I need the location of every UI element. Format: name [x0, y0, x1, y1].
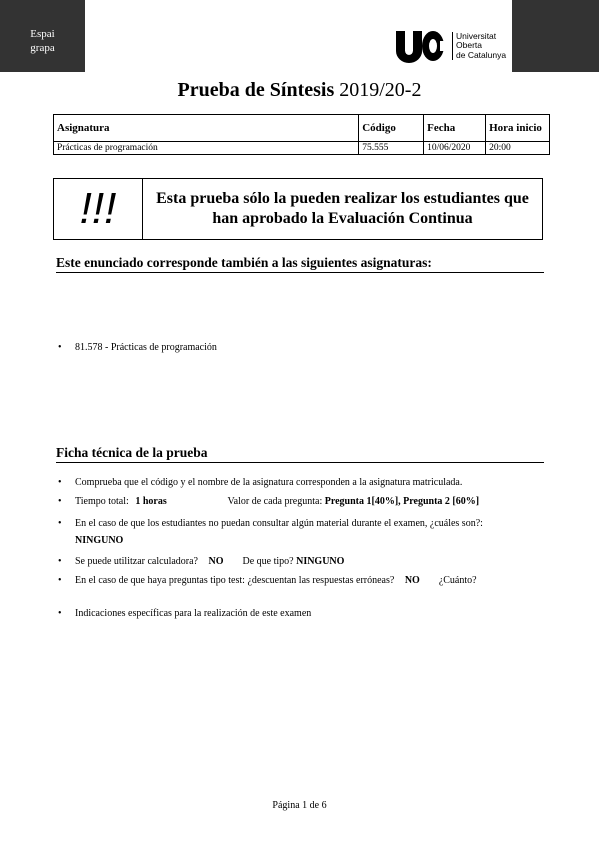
material-answer: NINGUNO — [75, 535, 124, 546]
tiempo-value: 1 horas — [135, 496, 167, 507]
calculadora-label: Se puede utilitzar calculadora? — [75, 556, 198, 567]
uoc-logo — [394, 24, 506, 68]
title-bold: Prueba de Síntesis — [177, 79, 335, 101]
list-item — [56, 608, 544, 619]
cuanto-label: ¿Cuánto? — [438, 575, 477, 586]
warning-text: Esta prueba sólo la pueden realizar los estudiantes que han aprobado la Evaluación Continua — [156, 190, 529, 227]
warning-exclamation-icon: !!! — [54, 179, 143, 239]
tipo-value: NINGUNO — [296, 556, 345, 567]
table-row — [54, 142, 550, 155]
also-subjects-list — [56, 342, 544, 353]
list-item — [56, 556, 544, 567]
also-subjects-heading: Este enunciado corresponde también a las siguientes asignaturas: — [56, 255, 544, 273]
header-hora-inicio: Hora inicio — [486, 115, 550, 142]
title-year: 2019/20-2 — [339, 79, 422, 101]
page-number: Página 1 de 6 — [272, 800, 327, 811]
exam-info-table — [53, 114, 550, 155]
cell-hora: 20:00 — [486, 142, 550, 155]
list-item: • 81.578 - Prácticas de programación — [56, 342, 544, 353]
item-text: Indicaciones específicas para la realización de este examen — [75, 608, 312, 619]
header-asignatura: Asignatura — [54, 115, 359, 142]
cell-fecha: 10/06/2020 — [424, 142, 486, 155]
logo-line-1: Universitat — [456, 30, 497, 41]
logo-line-2: Oberta — [456, 40, 482, 51]
list-item — [56, 515, 544, 549]
material-question: En el caso de que los estudiantes no puedan consultar algún material durante el examen, ¿cuáles son?: — [75, 518, 483, 529]
valor-label: Valor de cada pregunta: — [227, 496, 323, 507]
ficha-tecnica-list — [56, 477, 544, 619]
uoc-logo-text — [452, 32, 506, 61]
item-text: Comprueba que el código y el nombre de la asignatura corresponden a la asignatura matriculada. — [75, 477, 463, 488]
espai-label: Espai — [30, 28, 55, 40]
cell-asignatura: Prácticas de programación — [54, 142, 359, 155]
espai-grapa-box — [0, 0, 85, 72]
test-label: En el caso de que haya preguntas tipo test: ¿descuentan las respuestas erróneas? — [75, 575, 395, 586]
tiempo-label: Tiempo total: — [75, 496, 129, 507]
header-fecha: Fecha — [424, 115, 486, 142]
list-item — [56, 496, 544, 507]
header-codigo: Código — [359, 115, 424, 142]
list-item — [56, 477, 544, 488]
calculadora-value: NO — [208, 556, 224, 567]
ficha-tecnica-heading: Ficha técnica de la prueba — [56, 445, 544, 463]
table-header-row — [54, 115, 550, 142]
test-value: NO — [404, 575, 420, 586]
grapa-label: grapa — [30, 42, 55, 54]
tipo-label: De que tipo? — [242, 556, 294, 567]
header-right-bar — [512, 0, 599, 72]
warning-box — [53, 178, 543, 240]
list-item — [56, 575, 544, 586]
page-title — [0, 79, 599, 102]
cell-codigo: 75.555 — [359, 142, 424, 155]
logo-line-3: de Catalunya — [456, 49, 507, 60]
uoc-logo-mark-icon — [394, 29, 446, 63]
valor-value: Pregunta 1[40%], Pregunta 2 [60%] — [324, 496, 480, 507]
